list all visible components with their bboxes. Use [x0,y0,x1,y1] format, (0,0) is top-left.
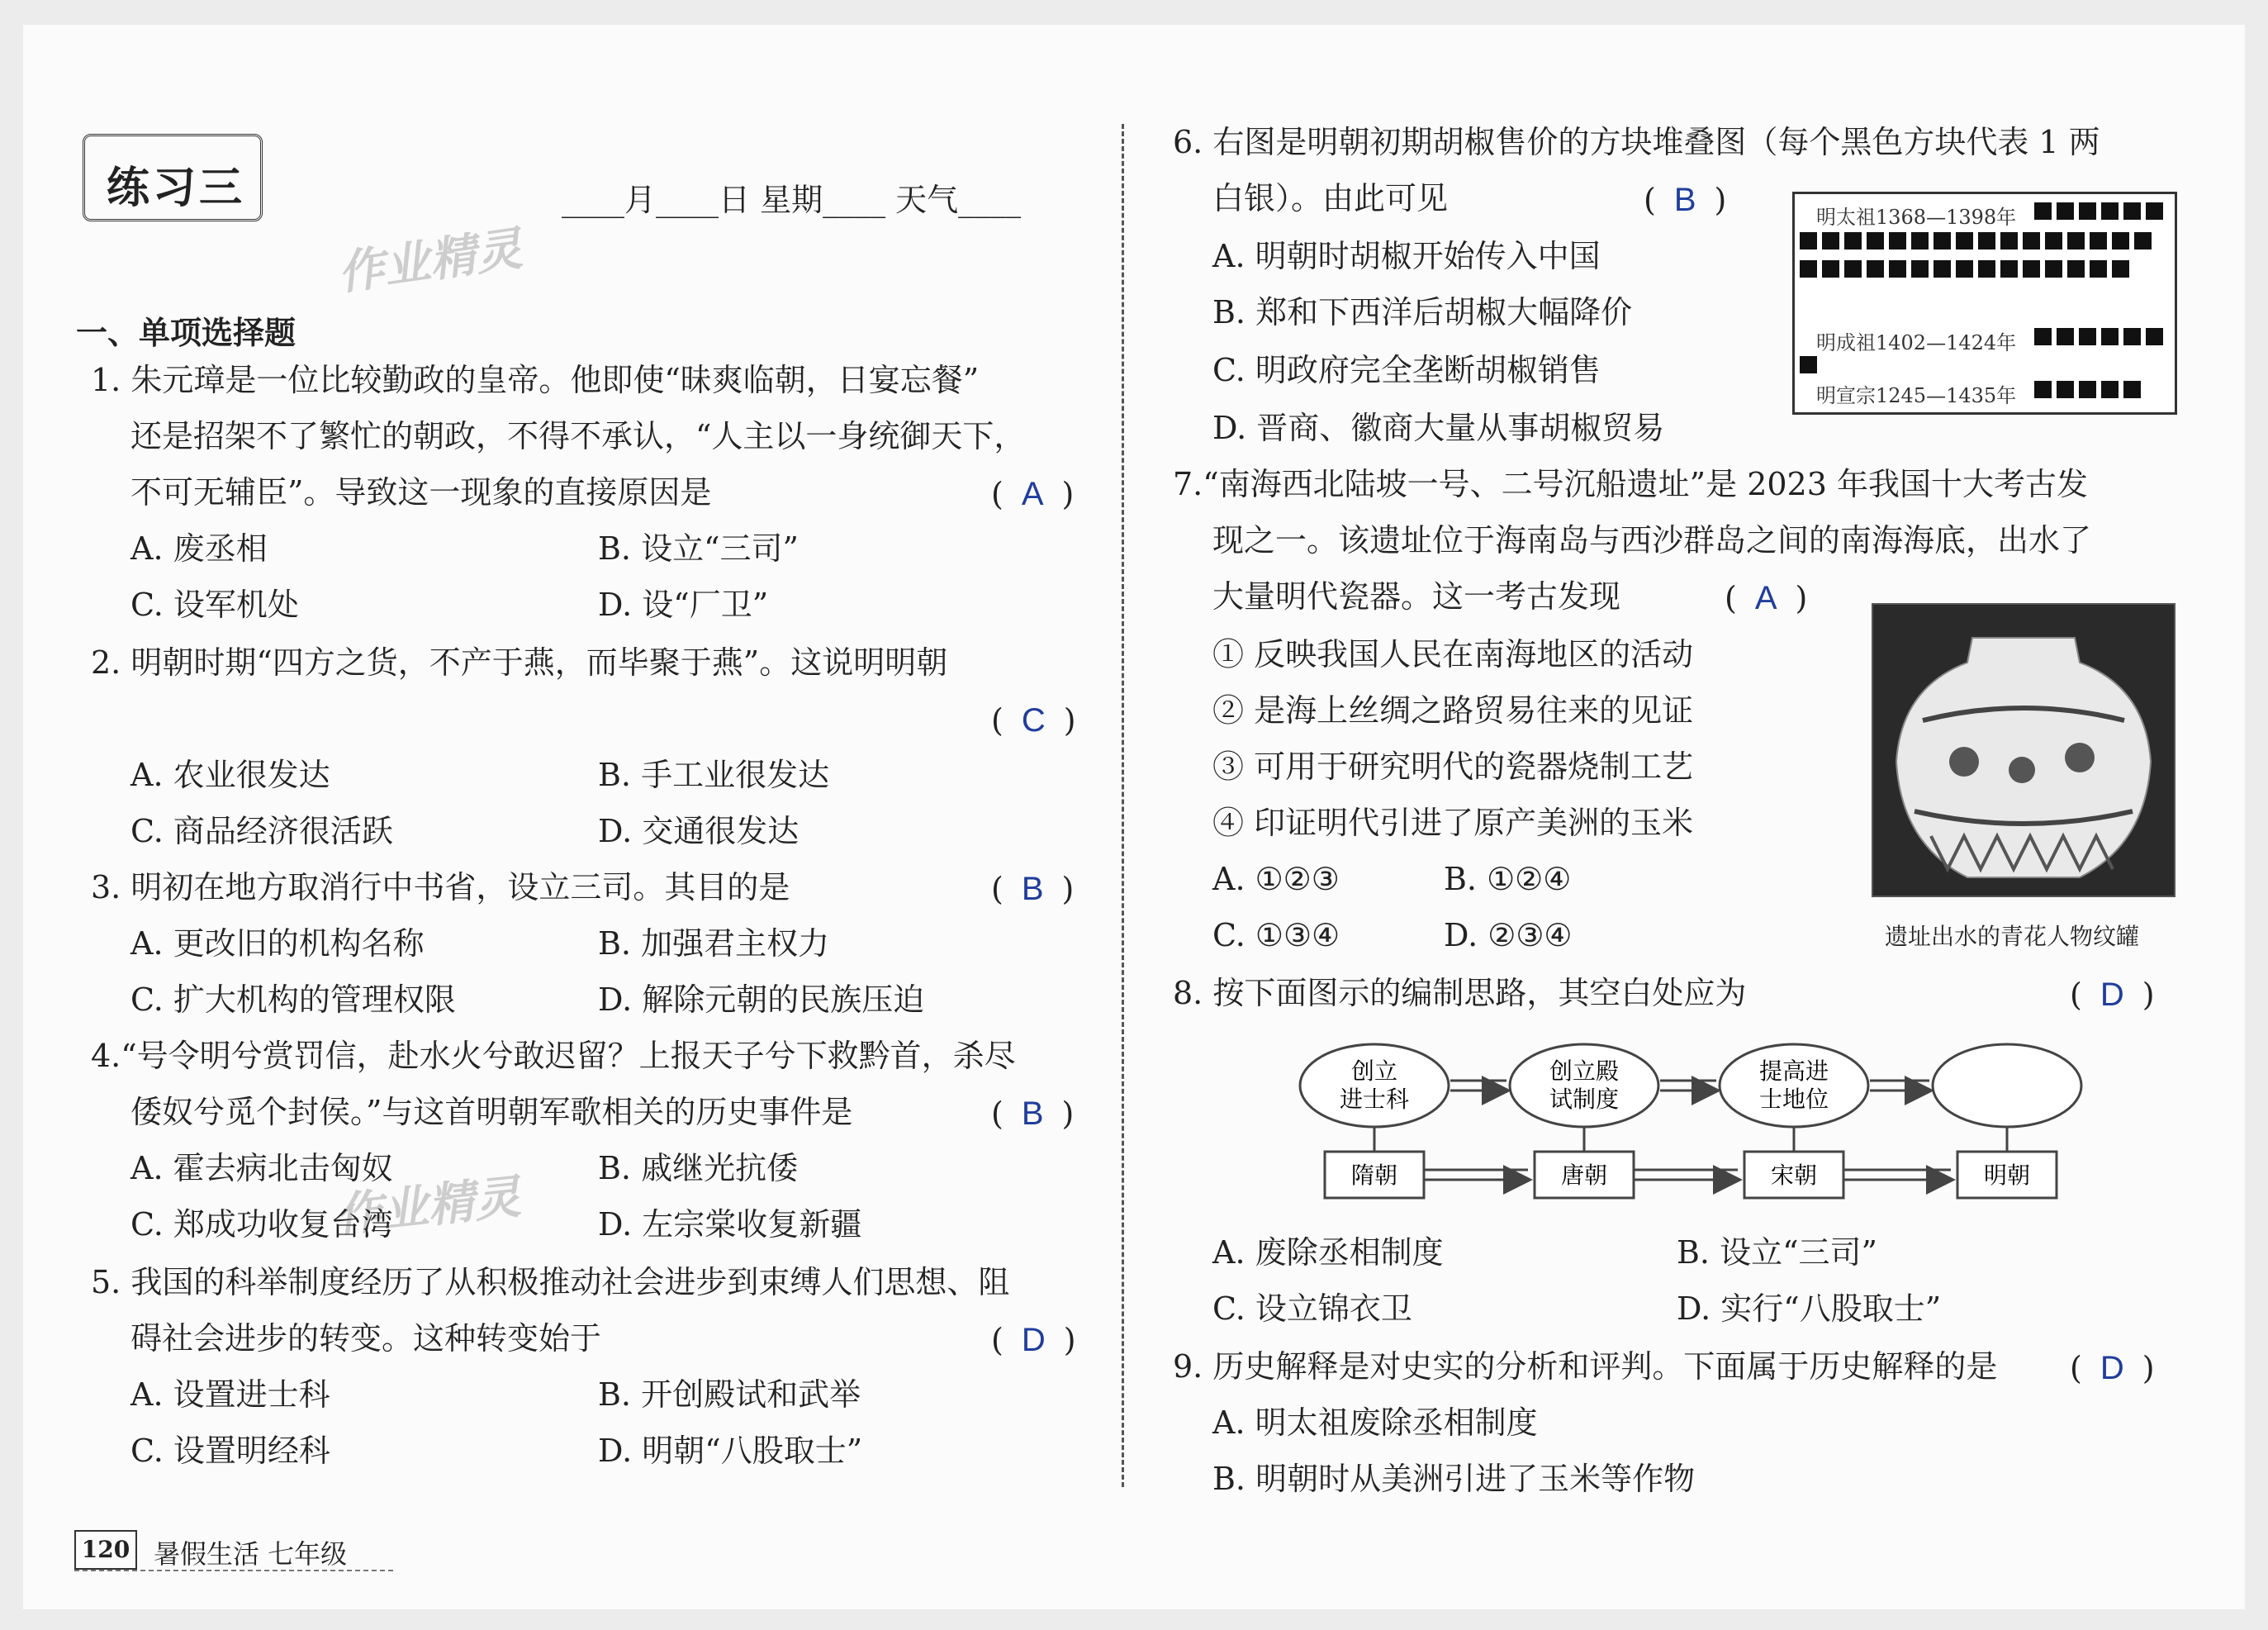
price-block [2045,260,2062,278]
q7-option-d: D. ②③④ [1444,917,1573,953]
q4-stem-line1: 4.“号令明兮赏罚信，赴水火兮敢迟留？上报天子兮下救黔首，杀尽 [91,1038,1016,1074]
flow-text-2b: 试制度 [1549,1086,1620,1113]
watermark: 作业精灵 [335,221,526,302]
price-block [1800,232,1817,249]
q5-option-a: A. 设置进士科 [130,1376,330,1413]
flow-text-3a: 提高进 [1758,1057,1829,1085]
q2-option-b: B. 手工业很发达 [598,757,830,793]
price-block [1844,260,1862,278]
price-block [2134,232,2152,249]
pepper-price-chart [1792,192,2177,415]
price-block [2101,381,2119,398]
price-block [2023,260,2040,278]
q3-option-d: D. 解除元朝的民族压迫 [598,981,925,1018]
price-block [1867,232,1884,249]
flow-text-3b: 士地位 [1758,1086,1829,1113]
q8-option-a: A. 废除丞相制度 [1212,1234,1444,1271]
q1-stem-line1: 1. 朱元璋是一位比较勤政的皇帝。他即使“昧爽临朝，日宴忘餐” [91,362,980,398]
price-block [1911,232,1929,249]
price-block [1911,260,1929,278]
exercise-title-box [83,134,263,221]
q9-stem-line1: 9. 历史解释是对史实的分析和评判。下面属于历史解释的是 [1173,1348,1998,1385]
q1-answer: A [1021,476,1044,512]
price-block [2146,328,2163,345]
q5-option-b: B. 开创殿试和武举 [598,1376,861,1413]
flow-text-song: 宋朝 [1770,1162,1818,1189]
q6-answer: B [1673,182,1696,218]
price-block [2067,260,2085,278]
price-block [2079,202,2096,220]
q2-answer: C [1021,702,1046,739]
q3-option-c: C. 扩大机构的管理权限 [130,981,456,1018]
exam-system-flowchart [1288,1033,2098,1214]
q7-option-b: B. ①②④ [1444,861,1572,897]
chart-label-hongwu: 明太祖1368—1398年 [1816,206,2017,229]
q5-answer: D [1021,1322,1046,1358]
q3-stem-line1: 3. 明初在地方取消行中书省，设立三司。其目的是 [91,869,790,905]
q4-option-d: D. 左宗棠收复新疆 [598,1206,862,1243]
price-block [2034,328,2052,345]
q7-stem-line1: 7.“南海西北陆坡一号、二号沉船遗址”是 2023 年我国十大考古发 [1173,466,2088,502]
price-block [1822,232,1839,249]
q1-option-d: D. 设“厂卫” [598,587,769,623]
q4-answer: B [1021,1095,1044,1132]
price-block [2123,328,2141,345]
price-block [1978,232,1995,249]
q7-stem-line3: 大量明代瓷器。这一考古发现 [1212,578,1621,615]
price-block [2023,232,2040,249]
q9-answer: D [2100,1350,2124,1386]
q2-option-c: C. 商品经济很活跃 [130,813,393,849]
flow-ellipse-blank [1933,1044,2081,1127]
price-block [1867,260,1884,278]
price-block [2057,202,2074,220]
q2-stem-line1: 2. 明朝时期“四方之货，不产于燕，而毕聚于燕”。这说明明朝 [91,644,948,681]
price-block [2057,381,2074,398]
q9-option-a: A. 明太祖废除丞相制度 [1212,1404,1538,1441]
book-title: 暑假生活 七年级 [154,1538,348,1570]
q6-option-d: D. 晋商、徽商大量从事胡椒贸易 [1212,410,1665,446]
q7-answer-bracket: ( A ) [1725,580,1808,616]
price-block [1800,356,1817,373]
q1-option-a: A. 废丞相 [130,530,268,567]
price-block [2112,260,2129,278]
q7-item-2: ② 是海上丝绸之路贸易往来的见证 [1212,692,1694,729]
price-block [1800,260,1817,278]
q6-stem-line2: 白银）。由此可见 [1212,180,1449,216]
date-weather-line: ____月____日 星期____ 天气____ [562,182,1022,218]
price-block [2000,260,2018,278]
q7-item-3: ③ 可用于研究明代的瓷器烧制工艺 [1212,748,1694,785]
q5-answer-bracket: ( D ) [991,1322,1076,1358]
q9-option-b: B. 明朝时从美洲引进了玉米等作物 [1212,1461,1696,1497]
q6-option-a: A. 明朝时胡椒开始传入中国 [1212,238,1601,274]
price-block [2123,202,2141,220]
chart-label-xuande: 明宣宗1245—1435年 [1816,384,2017,407]
q6-stem-line1: 6. 右图是明朝初期胡椒售价的方块堆叠图（每个黑色方块代表 1 两 [1173,124,2100,160]
price-block [1889,260,1906,278]
price-block [1933,232,1951,249]
q7-option-c: C. ①③④ [1212,917,1340,953]
footer-rule [74,1570,393,1571]
q8-option-c: C. 设立锦衣卫 [1212,1290,1412,1327]
q4-stem-line2: 倭奴兮觅个封侯。”与这首明朝军歌相关的历史事件是 [130,1094,853,1130]
q8-option-b: B. 设立“三司” [1677,1234,1877,1271]
price-block [2067,232,2085,249]
q1-answer-bracket: ( A ) [991,476,1075,512]
q2-option-a: A. 农业很发达 [130,757,330,793]
q8-stem-line1: 8. 按下面图示的编制思路，其空白处应为 [1173,975,1747,1011]
q6-option-c: C. 明政府完全垄断胡椒销售 [1212,352,1601,388]
q1-stem-line2: 还是招架不了繁忙的朝政，不得不承认，“人主以一身统御天下， [130,418,1026,454]
price-block [1956,232,1973,249]
price-block [2079,381,2096,398]
q8-option-d: D. 实行“八股取士” [1677,1290,1942,1327]
q3-option-a: A. 更改旧的机构名称 [130,925,425,962]
q8-answer-bracket: ( D ) [2070,977,2155,1013]
q3-option-b: B. 加强君主权力 [598,925,830,962]
flow-text-ming: 明朝 [1983,1162,2031,1189]
price-block [1933,260,1951,278]
price-block [1844,232,1862,249]
flow-text-1b: 进士科 [1339,1086,1410,1113]
price-block [2090,232,2107,249]
price-block [2090,260,2107,278]
q3-answer-bracket: ( B ) [991,871,1075,907]
page-number: 120 [74,1530,137,1570]
price-block [1822,260,1839,278]
q2-answer-bracket: ( C ) [991,702,1076,739]
section-title: 一、单项选择题 [76,315,297,351]
flow-text-1a: 创立 [1350,1057,1398,1085]
price-block [2123,381,2141,398]
q4-option-c: C. 郑成功收复台湾 [130,1206,393,1243]
q7-answer: A [1754,580,1777,616]
q4-option-a: A. 霍去病北击匈奴 [130,1150,393,1186]
price-block [2034,202,2052,220]
price-block [2000,232,2018,249]
price-block [2057,328,2074,345]
jar-illustration [1873,605,2174,896]
flow-text-sui: 隋朝 [1350,1162,1398,1189]
price-block [1978,260,1995,278]
q1-option-c: C. 设军机处 [130,587,299,623]
q6-option-b: B. 郑和下西洋后胡椒大幅降价 [1212,294,1633,330]
price-block [2112,232,2129,249]
price-block [2146,202,2163,220]
price-block [2045,232,2062,249]
q3-answer: B [1021,871,1044,907]
q5-option-d: D. 明朝“八股取士” [598,1433,863,1469]
porcelain-jar-photo [1872,603,2175,897]
q7-item-4: ④ 印证明代引进了原产美洲的玉米 [1212,805,1694,841]
q5-option-c: C. 设置明经科 [130,1433,330,1469]
q1-stem-line3: 不可无辅臣”。导致这一现象的直接原因是 [130,474,712,511]
q7-stem-line2: 现之一。该遗址位于海南岛与西沙群岛之间的南海海底，出水了 [1212,522,2092,558]
price-block [2079,328,2096,345]
price-block [2101,328,2119,345]
q4-option-b: B. 戚继光抗倭 [598,1150,799,1186]
price-block [1889,232,1906,249]
q1-option-b: B. 设立“三司” [598,530,799,567]
q7-option-a: A. ①②③ [1212,861,1340,897]
chart-label-yongle: 明成祖1402—1424年 [1816,331,2017,354]
flow-text-2a: 创立殿 [1549,1057,1620,1085]
q5-stem-line1: 5. 我国的科举制度经历了从积极推动社会进步到束缚人们思想、阻 [91,1264,1010,1300]
q7-item-1: ① 反映我国人民在南海地区的活动 [1212,636,1694,672]
q6-answer-bracket: ( B ) [1644,182,1727,218]
price-block [2034,381,2052,398]
jar-caption: 遗址出水的青花人物纹罐 [1885,923,2140,950]
q5-stem-line2: 碍社会进步的转变。这种转变始于 [130,1320,602,1357]
exercise-title: 练习三 [107,164,246,213]
q4-answer-bracket: ( B ) [991,1095,1075,1132]
price-block [2101,202,2119,220]
watermark-2: 作业精灵 [333,1170,524,1243]
column-divider [1122,124,1124,1487]
price-block [1956,260,1973,278]
flow-text-tang: 唐朝 [1560,1162,1608,1189]
q9-answer-bracket: ( D ) [2070,1350,2155,1386]
q2-option-d: D. 交通很发达 [598,813,799,849]
q8-answer: D [2100,977,2124,1013]
